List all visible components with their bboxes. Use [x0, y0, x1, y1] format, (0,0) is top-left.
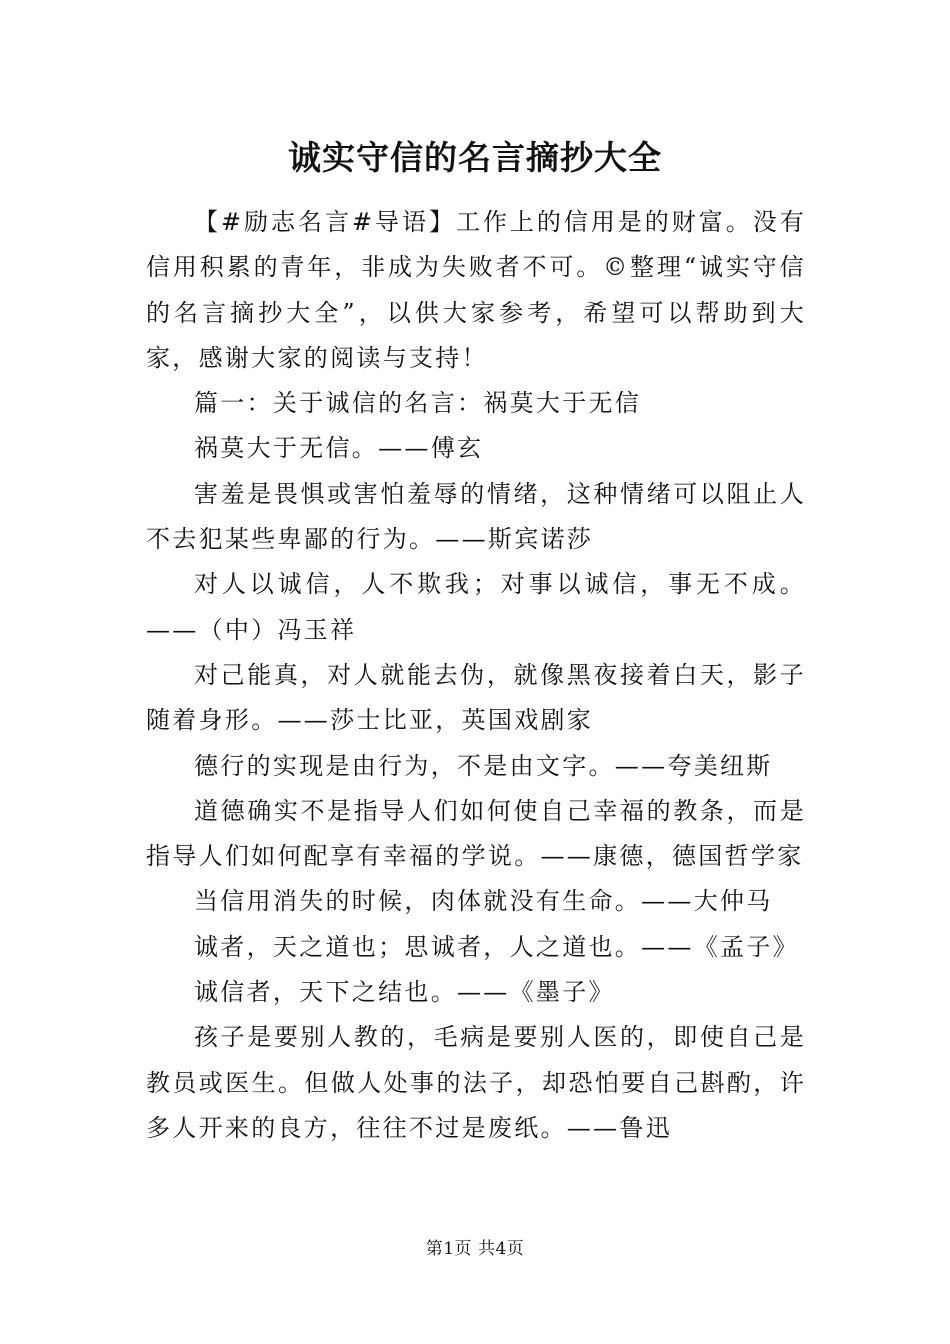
- quote-paragraph: 对己能真，对人就能去伪，就像黑夜接着白天，影子随着身形。——莎士比亚，英国戏剧家: [146, 660, 806, 735]
- quote-paragraph: 诚信者，天下之结也。——《墨子》: [194, 978, 615, 1007]
- page-footer: 第1页 共4页: [425, 1239, 525, 1259]
- document-body: [146, 200, 806, 1151]
- section-heading: 篇一：关于诚信的名言：祸莫大于无信: [194, 389, 642, 418]
- quote-paragraph: 当信用消失的时候，肉体就没有生命。——大仲马: [194, 887, 773, 916]
- quote-paragraph: 道德确实不是指导人们如何使自己幸福的教条，而是指导人们如何配享有幸福的学说。——康德，德国哲学家: [146, 796, 806, 871]
- document-title: 诚实守信的名言摘抄大全: [288, 138, 662, 177]
- quote-paragraph: 诚者，天之道也；思诚者，人之道也。——《孟子》: [194, 932, 799, 961]
- quote-paragraph: 害羞是畏惧或害怕羞辱的情绪，这种情绪可以阻止人不去犯某些卑鄙的行为。——斯宾诺莎: [146, 479, 806, 554]
- intro-paragraph: 【#励志名言#导语】工作上的信用是的财富。没有信用积累的青年，非成为失败者不可。©整理“诚实守信的名言摘抄大全”，以供大家参考，希望可以帮助到大家，感谢大家的阅读与支持！: [146, 208, 806, 372]
- quote-paragraph: 孩子是要别人教的，毛病是要别人医的，即使自己是教员或医生。但做人处事的法子，却恐怕要自己斟酌，许多人开来的良方，往往不过是废纸。——鲁迅: [146, 1023, 806, 1142]
- quote-paragraph: 祸莫大于无信。——傅玄: [194, 434, 484, 463]
- quote-paragraph: 德行的实现是由行为，不是由文字。——夸美纽斯: [194, 751, 773, 780]
- quote-paragraph: 对人以诚信，人不欺我；对事以诚信，事无不成。——（中）冯玉祥: [146, 570, 806, 644]
